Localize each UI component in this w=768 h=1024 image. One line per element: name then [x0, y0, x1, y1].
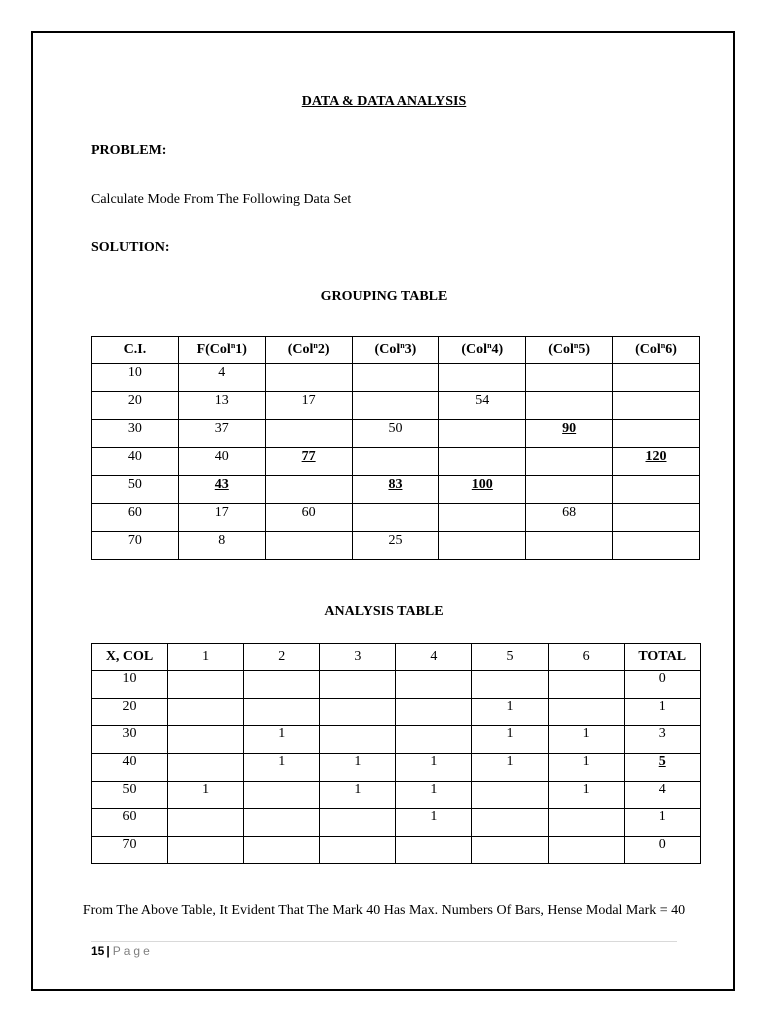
- table-cell: [548, 809, 624, 837]
- table-cell: [439, 364, 526, 392]
- footer-separator: |: [106, 944, 110, 958]
- document-title: DATA & DATA ANALYSIS: [301, 94, 467, 109]
- table-cell: 70: [92, 836, 168, 864]
- grouping-header-text: (Col: [635, 342, 661, 357]
- grouping-header-sup: n: [660, 341, 666, 350]
- table-cell: 54: [439, 392, 526, 420]
- table-cell: 3: [624, 726, 700, 754]
- table-cell: 1: [624, 809, 700, 837]
- table-cell: 60: [92, 504, 179, 532]
- grouping-header-suffix: 6): [665, 342, 677, 357]
- table-cell: [320, 671, 396, 699]
- table-cell: [265, 532, 352, 560]
- table-cell: 1: [396, 809, 472, 837]
- table-row: [92, 698, 701, 726]
- table-cell: 40: [92, 448, 179, 476]
- grouping-header-suffix: 1): [235, 342, 247, 357]
- table-cell: [168, 726, 244, 754]
- table-cell: [168, 754, 244, 782]
- table-cell: 1: [472, 726, 548, 754]
- table-cell: [352, 364, 439, 392]
- table-cell: [472, 836, 548, 864]
- table-cell: [439, 420, 526, 448]
- analysis-header-cell: 2: [244, 644, 320, 671]
- table-cell: [526, 448, 613, 476]
- analysis-header-cell: TOTAL: [624, 644, 700, 671]
- table-cell: 40: [92, 754, 168, 782]
- grouping-header-text: F(Col: [196, 342, 231, 357]
- analysis-header-cell: 3: [320, 644, 396, 671]
- solution-heading: SOLUTION:: [91, 240, 170, 255]
- table-cell: [320, 809, 396, 837]
- table-row: [92, 532, 700, 560]
- table-cell: [396, 698, 472, 726]
- table-cell: 68: [526, 504, 613, 532]
- table-cell: 4: [624, 781, 700, 809]
- grouping-header-suffix: 2): [317, 342, 330, 357]
- table-cell: 50: [352, 420, 439, 448]
- footer-divider: [91, 941, 677, 942]
- table-cell: 0: [624, 671, 700, 699]
- grouping-table-title: GROUPING TABLE: [320, 289, 448, 304]
- table-cell: 30: [92, 726, 168, 754]
- table-row: [92, 671, 701, 699]
- table-cell: [352, 448, 439, 476]
- table-cell: 90: [526, 420, 613, 448]
- table-cell: 10: [92, 364, 179, 392]
- table-cell: [613, 532, 700, 560]
- table-cell: 83: [352, 476, 439, 504]
- table-cell: [168, 671, 244, 699]
- table-cell: [439, 532, 526, 560]
- grouping-header-cell: [92, 337, 179, 364]
- table-row: [92, 781, 701, 809]
- table-cell: [548, 836, 624, 864]
- table-cell: [168, 836, 244, 864]
- table-cell: [168, 809, 244, 837]
- problem-text: Calculate Mode From The Following Data Set: [91, 192, 352, 207]
- grouping-header-row: [92, 337, 700, 364]
- table-cell: 17: [265, 392, 352, 420]
- analysis-table-title: ANALYSIS TABLE: [324, 604, 444, 619]
- table-cell: 30: [92, 420, 179, 448]
- table-row: [92, 504, 700, 532]
- table-row: [92, 364, 700, 392]
- page-footer: [91, 944, 153, 958]
- table-cell: 1: [168, 781, 244, 809]
- page-label: Page: [112, 944, 153, 958]
- table-cell: 60: [265, 504, 352, 532]
- table-cell: 17: [178, 504, 265, 532]
- table-cell: 50: [92, 781, 168, 809]
- table-cell: [548, 698, 624, 726]
- table-cell: 1: [548, 726, 624, 754]
- table-cell: 1: [548, 754, 624, 782]
- analysis-header-cell: 6: [548, 644, 624, 671]
- table-cell: [613, 504, 700, 532]
- analysis-header-cell: X, COL: [92, 644, 168, 671]
- table-row: [92, 476, 700, 504]
- table-cell: 4: [178, 364, 265, 392]
- grouping-header-text: (Col: [374, 342, 401, 357]
- table-cell: 1: [396, 781, 472, 809]
- grouping-table: [91, 336, 700, 560]
- analysis-header-cell: 5: [472, 644, 548, 671]
- table-cell: [439, 504, 526, 532]
- table-row: [92, 392, 700, 420]
- table-cell: 50: [92, 476, 179, 504]
- table-cell: [472, 781, 548, 809]
- grouping-header-text: (Col: [461, 342, 488, 357]
- table-cell: 77: [265, 448, 352, 476]
- grouping-header-sup: n: [230, 341, 236, 350]
- grouping-header-suffix: 4): [491, 342, 504, 357]
- table-cell: 0: [624, 836, 700, 864]
- table-cell: [265, 476, 352, 504]
- table-cell: 120: [613, 448, 700, 476]
- table-cell: [352, 504, 439, 532]
- table-cell: [244, 671, 320, 699]
- table-cell: 20: [92, 392, 179, 420]
- table-cell: [244, 809, 320, 837]
- table-cell: [396, 671, 472, 699]
- problem-heading: PROBLEM:: [91, 143, 167, 158]
- table-cell: 70: [92, 532, 179, 560]
- grouping-header-text: (Col: [548, 342, 574, 357]
- table-cell: [168, 698, 244, 726]
- table-cell: 43: [178, 476, 265, 504]
- grouping-header-suffix: 5): [578, 342, 591, 357]
- table-cell: [613, 364, 700, 392]
- table-cell: 1: [320, 781, 396, 809]
- table-cell: [244, 781, 320, 809]
- table-cell: [472, 809, 548, 837]
- grouping-header-cell: [613, 337, 700, 364]
- table-cell: [472, 671, 548, 699]
- grouping-header-cell: [526, 337, 613, 364]
- table-cell: [320, 698, 396, 726]
- table-cell: 1: [244, 754, 320, 782]
- table-cell: [526, 392, 613, 420]
- table-row: [92, 448, 700, 476]
- table-cell: 25: [352, 532, 439, 560]
- table-cell: [244, 836, 320, 864]
- table-cell: [320, 726, 396, 754]
- table-cell: 100: [439, 476, 526, 504]
- grouping-header-cell: [352, 337, 439, 364]
- table-cell: 1: [320, 754, 396, 782]
- grouping-header-sup: n: [573, 341, 579, 350]
- page-number: 15: [91, 944, 105, 958]
- table-cell: 20: [92, 698, 168, 726]
- table-cell: [548, 671, 624, 699]
- table-cell: [526, 364, 613, 392]
- table-cell: 60: [92, 809, 168, 837]
- table-cell: [265, 420, 352, 448]
- table-cell: [526, 532, 613, 560]
- grouping-header-cell: [178, 337, 265, 364]
- analysis-header-row: [92, 644, 701, 671]
- table-cell: [613, 420, 700, 448]
- analysis-header-cell: 1: [168, 644, 244, 671]
- table-cell: 1: [396, 754, 472, 782]
- table-cell: [439, 448, 526, 476]
- table-cell: [396, 726, 472, 754]
- grouping-header-sup: n: [487, 341, 492, 350]
- table-cell: [352, 392, 439, 420]
- conclusion-text: From The Above Table, It Evident That The Mark 40 Has Max. Numbers Of Bars, Hense Modal Mark = 40: [82, 903, 686, 918]
- table-cell: [265, 364, 352, 392]
- table-row: [92, 809, 701, 837]
- analysis-header-cell: 4: [396, 644, 472, 671]
- table-cell: [526, 476, 613, 504]
- grouping-header-text: C.I.: [123, 342, 147, 357]
- table-cell: 1: [624, 698, 700, 726]
- table-cell: 10: [92, 671, 168, 699]
- table-cell: 1: [244, 726, 320, 754]
- grouping-header-sup: n: [313, 341, 318, 350]
- analysis-table: [91, 643, 701, 864]
- table-cell: [613, 392, 700, 420]
- table-row: [92, 836, 701, 864]
- table-cell: 37: [178, 420, 265, 448]
- table-cell: 40: [178, 448, 265, 476]
- table-row: [92, 420, 700, 448]
- table-row: [92, 726, 701, 754]
- table-cell: 8: [178, 532, 265, 560]
- grouping-header-cell: [439, 337, 526, 364]
- table-row: [92, 754, 701, 782]
- grouping-header-cell: [265, 337, 352, 364]
- table-cell: 5: [624, 754, 700, 782]
- table-cell: [396, 836, 472, 864]
- table-cell: 1: [548, 781, 624, 809]
- grouping-header-sup: n: [400, 341, 405, 350]
- table-cell: 1: [472, 698, 548, 726]
- table-cell: 1: [472, 754, 548, 782]
- grouping-header-text: (Col: [287, 342, 314, 357]
- table-cell: [320, 836, 396, 864]
- table-cell: [613, 476, 700, 504]
- table-cell: 13: [178, 392, 265, 420]
- table-cell: [244, 698, 320, 726]
- grouping-header-suffix: 3): [404, 342, 417, 357]
